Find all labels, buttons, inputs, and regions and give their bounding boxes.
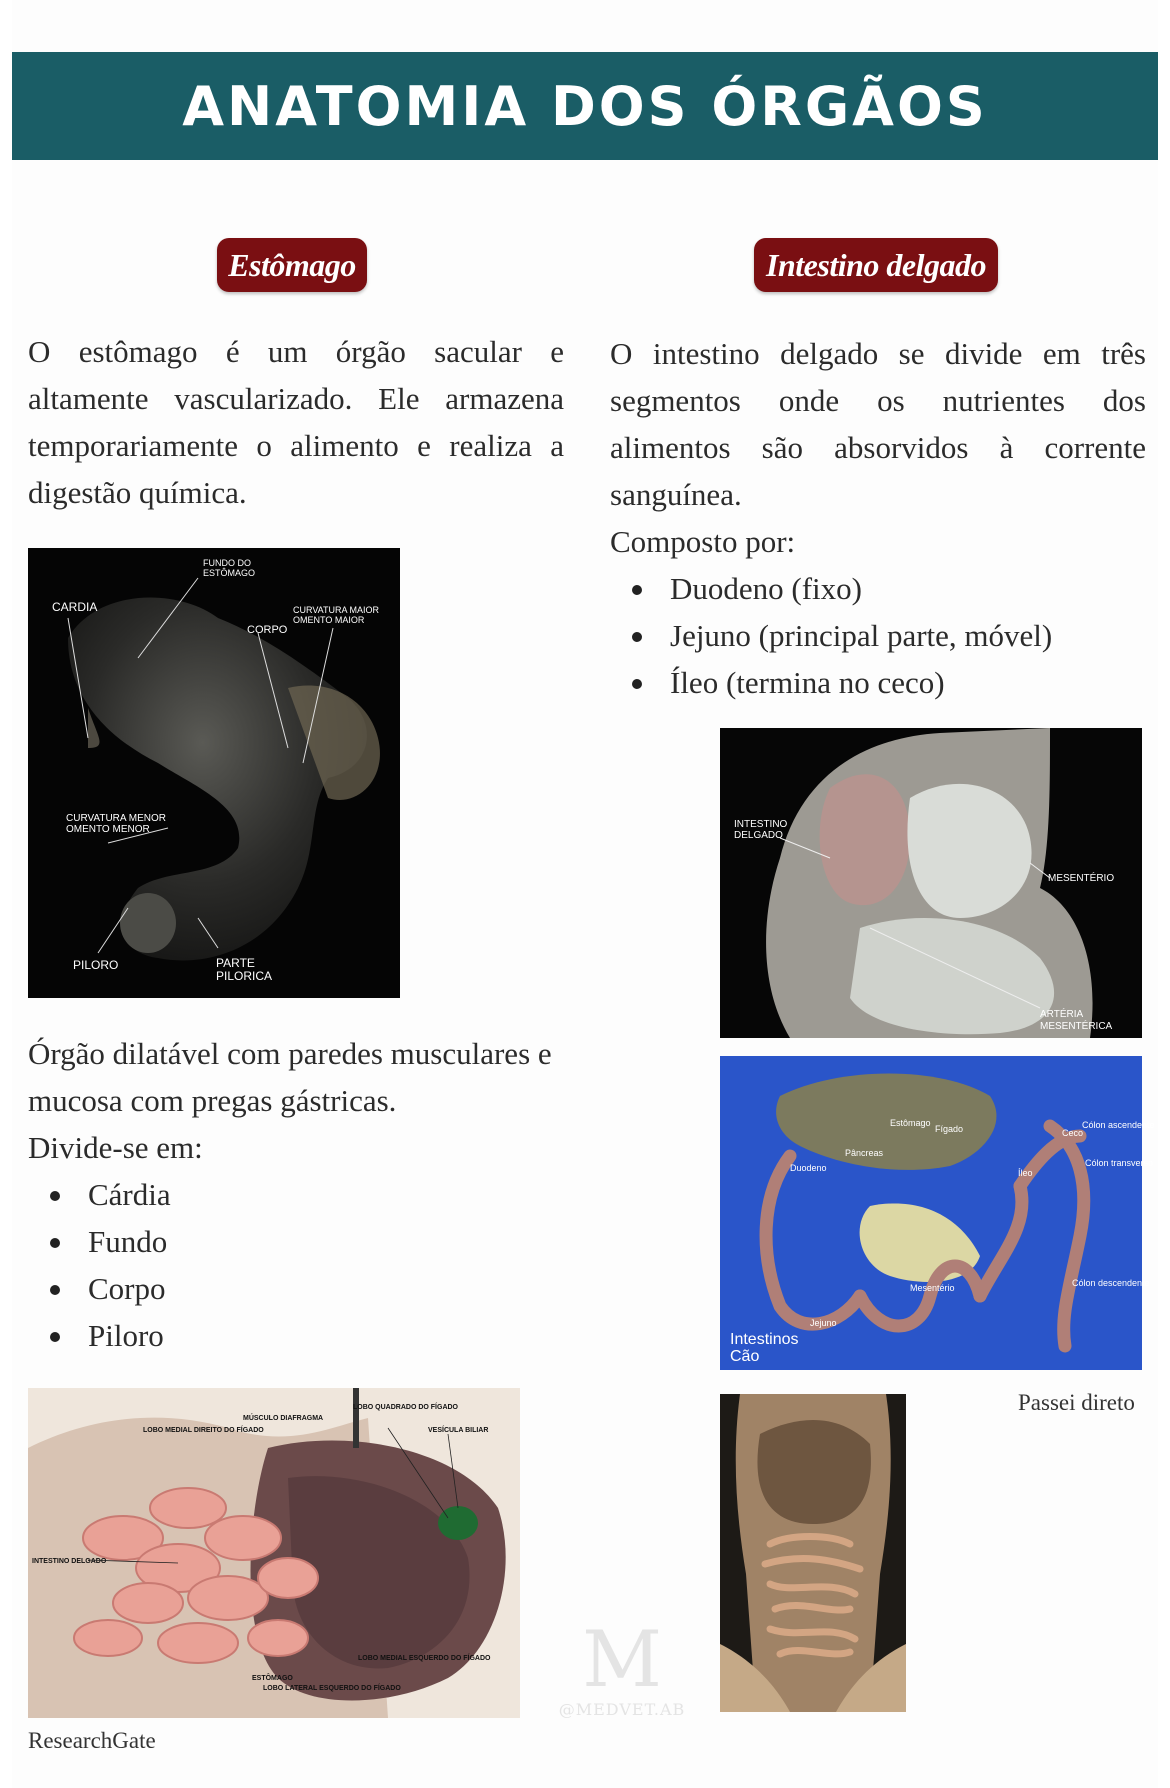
label-mesenterio: MESENTÉRIO <box>1048 873 1115 884</box>
list-item: Piloro <box>28 1312 171 1359</box>
intestine-photo-3 <box>720 1394 906 1712</box>
label-colon-desc: Cólon descendente <box>1072 1278 1150 1288</box>
list-item: Cárdia <box>28 1171 171 1218</box>
stomach-intro: O estômago é um órgão sacular e altamente vascularizado. Ele armazena temporariamente o alimento e realiza a digestão química. <box>28 334 564 510</box>
credit-passei-direto: Passei direto <box>1018 1390 1135 1415</box>
page <box>12 0 1158 1788</box>
intestine-photo-2 <box>720 1056 1155 1370</box>
label-cardia: CARDIA <box>52 600 98 614</box>
label-colon-transv: Cólon transverso <box>1085 1158 1154 1168</box>
stomach-heading: Estômago <box>217 238 367 292</box>
label-mesenterica: MESENTÉRICA <box>1040 1021 1113 1032</box>
label-pilorica: PILORICA <box>216 969 273 983</box>
label-intestino: INTESTINO DELGADO <box>32 1558 107 1565</box>
dissection-photo <box>28 1388 520 1718</box>
label-curvatura-menor: CURVATURA MENOR <box>66 813 167 824</box>
label-delgado: DELGADO <box>734 830 783 841</box>
label-colon-asc: Cólon ascendente <box>1082 1120 1155 1130</box>
label-estomago: Estômago <box>890 1118 931 1128</box>
label-intestino: INTESTINO <box>734 819 788 830</box>
stomach-parts-list <box>28 1171 171 1359</box>
stomach-divides: Divide-se em: <box>28 1130 203 1165</box>
label-pancreas: Pâncreas <box>845 1148 884 1158</box>
caption-cao: Cão <box>730 1348 760 1365</box>
watermark-handle: @MEDVET.AB <box>558 1700 686 1719</box>
label-curvatura-maior: CURVATURA MAIOR <box>293 605 380 615</box>
label-lobo-lateral-esq: LOBO LATERAL ESQUERDO DO FÍGADO <box>263 1685 401 1692</box>
label-fundo-2: ESTÔMAGO <box>203 568 256 578</box>
intestine-heading: Intestino delgado <box>754 238 998 292</box>
intestine-photo-1 <box>720 728 1142 1038</box>
label-fundo: FUNDO DO <box>203 558 251 568</box>
intestine-parts-list <box>610 565 1052 706</box>
stomach-photo <box>28 548 400 998</box>
label-omento-maior: OMENTO MAIOR <box>293 615 365 625</box>
title-banner <box>12 52 1158 160</box>
list-item: Fundo <box>28 1218 171 1265</box>
list-item: Jejuno (principal parte, móvel) <box>610 612 1052 659</box>
label-mesenterio: Mesentério <box>910 1283 955 1293</box>
label-omento-menor: OMENTO MENOR <box>66 824 150 835</box>
watermark-logo <box>552 1615 692 1740</box>
intestine-composed: Composto por: <box>610 524 796 559</box>
stomach-description: Órgão dilatável com paredes musculares e mucosa com pregas gástricas. <box>28 1036 552 1118</box>
label-piloro: PILORO <box>73 958 119 972</box>
label-duodeno: Duodeno <box>790 1163 827 1173</box>
caption-intestinos: Intestinos <box>730 1331 799 1348</box>
intestine-intro: O intestino delgado se divide em três segmentos onde os nutrientes dos alimentos são absorvidos à corrente sanguínea. <box>610 336 1146 512</box>
label-lobo-medial-esq: LOBO MEDIAL ESQUERDO DO FÍGADO <box>358 1655 491 1662</box>
label-ceco: Ceco <box>1062 1128 1084 1138</box>
label-estomago: ESTÔMAGO <box>252 1675 293 1682</box>
label-ileo: Íleo <box>1018 1168 1033 1178</box>
label-musculo: MÚSCULO DIAFRAGMA <box>243 1415 324 1422</box>
label-lobo-medial-dir: LOBO MEDIAL DIREITO DO FÍGADO <box>143 1427 264 1434</box>
page-title: ANATOMIA DOS ÓRGÃOS <box>182 74 988 138</box>
watermark-mark: M <box>582 1615 662 1705</box>
label-lobo-quadrado: LOBO QUADRADO DO FÍGADO <box>353 1404 458 1411</box>
credit-researchgate: ResearchGate <box>28 1728 156 1753</box>
list-item: Corpo <box>28 1265 171 1312</box>
list-item: Íleo (termina no ceco) <box>610 659 1052 706</box>
label-vesicula: VESÍCULA BILIAR <box>428 1427 489 1434</box>
label-figado: Fígado <box>935 1124 964 1134</box>
label-corpo: CORPO <box>247 624 288 636</box>
label-parte: PARTE <box>216 956 255 970</box>
list-item: Duodeno (fixo) <box>610 565 1052 612</box>
label-jejuno: Jejuno <box>810 1318 837 1328</box>
label-arteria: ARTÉRIA <box>1040 1009 1084 1020</box>
